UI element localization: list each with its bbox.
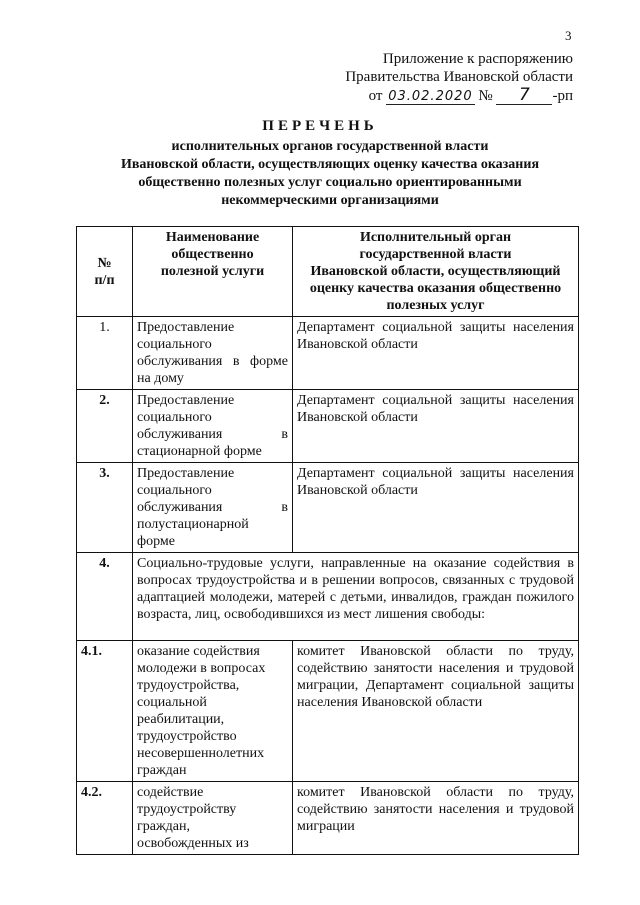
services-table — [76, 226, 579, 855]
subtitle-line: некоммерческими организациями — [221, 193, 439, 208]
table-row — [77, 641, 579, 782]
header-agency-line: государственной власти — [359, 247, 512, 262]
from-prefix: от — [368, 88, 383, 104]
row-service: содействие трудоустройству граждан, освобожденных из — [133, 782, 293, 855]
header-agency-line: Исполнительный орган — [359, 230, 512, 245]
table-row — [77, 463, 579, 553]
row-agency: комитет Ивановской области по труду, содействию занятости населения и трудовой миграции — [293, 782, 579, 855]
number-label: № — [478, 88, 493, 104]
handwritten-number: 7 — [496, 86, 552, 105]
subtitle-line: Ивановской области, осуществляющих оценку качества оказания — [120, 157, 540, 172]
row-agency: Департамент социальной защиты населения Ивановской области — [293, 317, 579, 390]
document-subtitle — [80, 138, 580, 210]
row-service: Предоставление социального обслуживания в полустационарной форме — [133, 463, 293, 553]
row-num: 4.2. — [77, 782, 133, 855]
subtitle-line: исполнительных органов государственной власти — [171, 139, 489, 154]
handwritten-date: 03.02.2020 — [388, 89, 473, 104]
row-service: Предоставление социального обслуживания в форме на дому — [133, 317, 293, 390]
row-agency: Департамент социальной защиты населения Ивановской области — [293, 463, 579, 553]
subtitle-line: общественно полезных услуг социально ориентированными — [138, 175, 522, 190]
row-service: Предоставление социального обслуживания в стационарной форме — [133, 390, 293, 463]
header-service — [133, 227, 293, 317]
header-num-line: № — [97, 255, 112, 271]
table-row — [77, 390, 579, 463]
page-number: 3 — [565, 28, 572, 43]
row-agency: Департамент социальной защиты населения Ивановской области — [293, 390, 579, 463]
number-suffix: -рп — [552, 88, 573, 104]
header-service-line: общественно — [171, 247, 254, 262]
header-agency-line: Ивановской области, осуществляющий — [310, 264, 561, 279]
table-row — [77, 317, 579, 390]
appendix-line-1: Приложение к распоряжению — [382, 51, 573, 67]
appendix-line-2: Правительства Ивановской области — [345, 69, 573, 85]
header-service-line: полезной услуги — [160, 264, 265, 279]
document-title: ПЕРЕЧЕНЬ — [262, 118, 378, 134]
table-header-row — [77, 227, 579, 317]
header-service-line: Наименование — [165, 230, 260, 245]
appendix-date-line — [273, 86, 573, 106]
row-full-text: Социально-трудовые услуги, направленные на оказание содействия в вопросах трудоустройства и в решении вопросов, связанных с трудовой адаптацией молодежи, матерей с детьми, инвалидов, граждан пожилого возраста, лиц, освободившихся из мест лишения свободы: — [133, 553, 579, 641]
header-num — [77, 227, 133, 317]
header-agency — [293, 227, 579, 317]
appendix-header — [273, 50, 573, 106]
row-service: оказание содействия молодежи в вопросах трудоустройства, социальной реабилитации, трудоустройство несовершеннолетних граждан — [133, 641, 293, 782]
row-num: 4.1. — [77, 641, 133, 782]
header-num-line: п/п — [94, 272, 115, 288]
row-num: 1. — [77, 317, 133, 390]
row-num: 2. — [77, 390, 133, 463]
row-agency: комитет Ивановской области по труду, содействию занятости населения и трудовой миграции, Департамент социальной защиты населения Ивановской области — [293, 641, 579, 782]
header-agency-line: полезных услуг — [386, 298, 485, 313]
table-row — [77, 553, 579, 641]
header-agency-line: оценку качества оказания общественно — [309, 281, 562, 296]
row-num: 3. — [77, 463, 133, 553]
row-num: 4. — [77, 553, 133, 641]
table-row — [77, 782, 579, 855]
